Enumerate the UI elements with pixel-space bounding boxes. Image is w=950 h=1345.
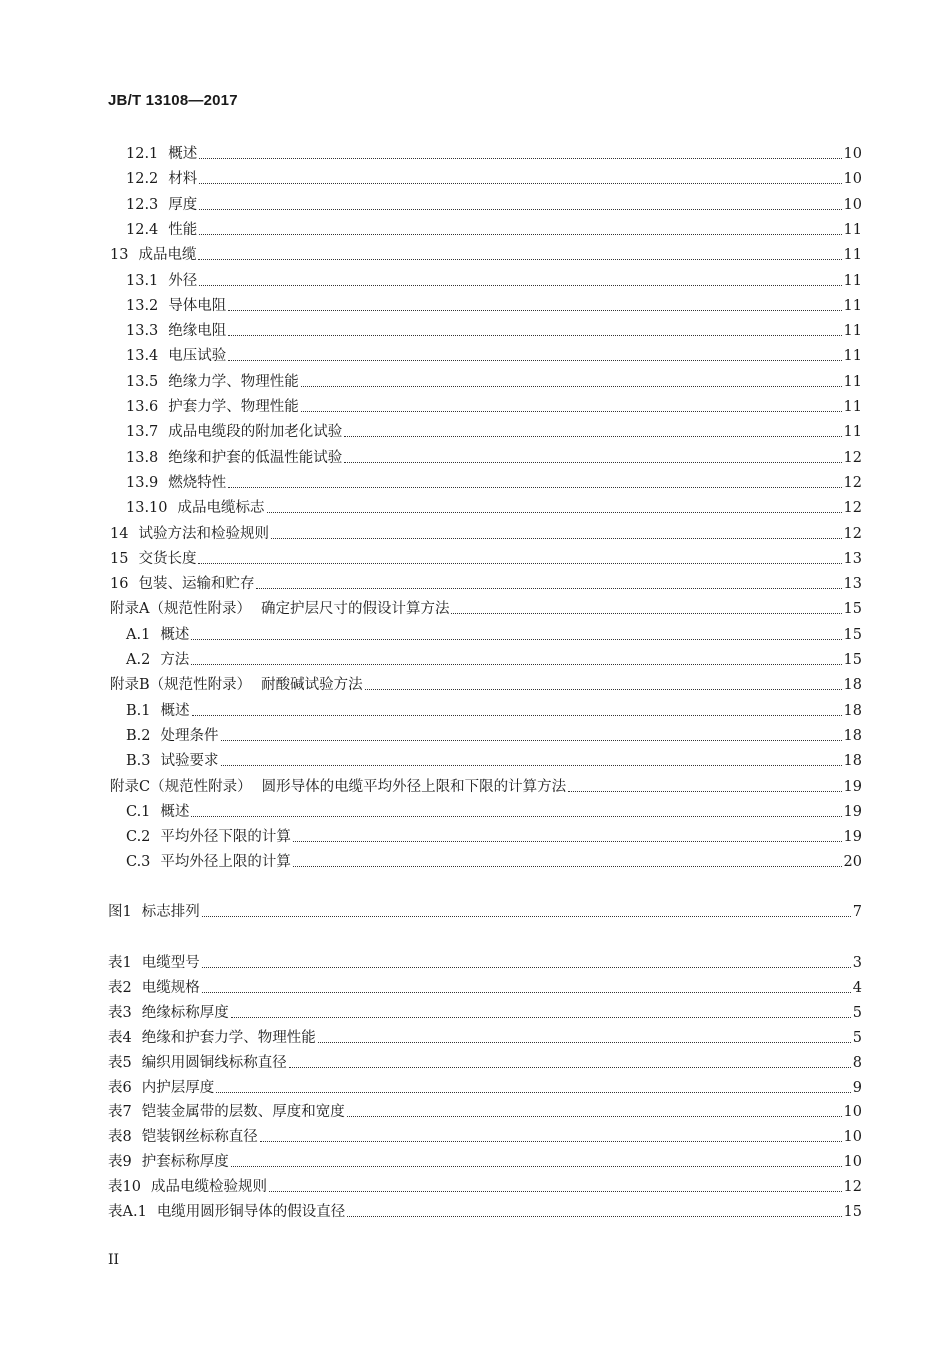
toc-entry-number: 12.3: [126, 197, 159, 213]
dot-leader: [191, 639, 841, 640]
toc-entry-number: 15: [110, 551, 129, 567]
toc-entry-number: 16: [110, 576, 129, 592]
dot-leader: [198, 563, 841, 564]
toc-entry-title: 绝缘和护套力学、物理性能: [141, 1030, 316, 1046]
toc-entry-page: 12: [843, 1179, 862, 1195]
toc-entry[interactable]: [126, 421, 862, 441]
toc-entry-page: 10: [843, 1104, 862, 1120]
toc-entry-number: A.2: [126, 652, 151, 668]
standard-code: JB/T 13108—2017: [108, 92, 238, 109]
dot-leader: [199, 209, 841, 210]
toc-entry-title: 概述: [160, 804, 190, 820]
dot-leader: [344, 462, 841, 463]
toc-entry[interactable]: [108, 1052, 862, 1072]
dot-leader: [260, 1141, 842, 1142]
toc-entry-number: 附录A（规范性附录）: [110, 601, 251, 617]
dot-leader: [202, 916, 851, 917]
toc-entry[interactable]: [126, 219, 862, 239]
toc-entry-page: 11: [843, 374, 862, 390]
toc-entry-title: 铠装钢丝标称直径: [141, 1129, 258, 1145]
dot-leader: [191, 664, 841, 665]
dot-leader: [344, 436, 841, 437]
toc-entry-title: 性能: [168, 222, 198, 238]
toc-entry-number: 表1: [108, 955, 132, 971]
toc-entry-number: B.3: [126, 753, 151, 769]
toc-entry-number: 13.4: [126, 348, 159, 364]
dot-leader: [231, 1017, 851, 1018]
toc-entry-title: 概述: [160, 627, 190, 643]
toc-entry-title: 电缆用圆形铜导体的假设直径: [156, 1204, 346, 1220]
toc-entry-title: 内护层厚度: [141, 1080, 215, 1096]
toc-entry[interactable]: [110, 548, 862, 568]
dot-leader: [301, 411, 842, 412]
dot-leader: [271, 538, 842, 539]
toc-entry[interactable]: [126, 472, 862, 492]
toc-entry-page: 19: [843, 779, 862, 795]
toc-entry-page: 12: [843, 526, 862, 542]
toc-entry[interactable]: [108, 1151, 862, 1171]
toc-entry-number: 12.2: [126, 171, 159, 187]
dot-leader: [228, 335, 841, 336]
toc-entry[interactable]: [126, 851, 862, 871]
toc-entry-page: 7: [852, 904, 862, 920]
toc-entry-page: 5: [852, 1030, 862, 1046]
toc-entry-number: 表2: [108, 980, 132, 996]
toc-entry[interactable]: [126, 447, 862, 467]
dot-leader: [202, 967, 851, 968]
toc-entry-page: 15: [843, 1204, 862, 1220]
dot-leader: [293, 866, 842, 867]
toc-entry-page: 15: [843, 627, 862, 643]
toc-entry-title: 试验方法和检验规则: [138, 526, 269, 542]
toc-entry-title: 绝缘力学、物理性能: [168, 374, 299, 390]
toc-entry-number: 表3: [108, 1005, 132, 1021]
toc-entry-title: 外径: [168, 273, 198, 289]
toc-entry-title: 燃烧特性: [168, 475, 227, 491]
toc-entry-title: 概述: [160, 703, 190, 719]
dot-leader: [202, 992, 851, 993]
dot-leader: [347, 1216, 841, 1217]
toc-entry[interactable]: [110, 523, 862, 543]
dot-leader: [199, 183, 841, 184]
toc-entry-title: 电缆型号: [141, 955, 200, 971]
toc-entry-number: 表4: [108, 1030, 132, 1046]
toc-entry-page: 13: [843, 576, 862, 592]
toc-entry-number: 13.2: [126, 298, 159, 314]
toc-entry-number: B.2: [126, 728, 151, 744]
dot-leader: [347, 1116, 842, 1117]
toc-entry-number: 图1: [108, 904, 132, 920]
toc-entry[interactable]: [108, 1126, 862, 1146]
toc-entry-page: 18: [843, 677, 862, 693]
dot-leader: [221, 765, 842, 766]
toc-entry-number: B.1: [126, 703, 151, 719]
toc-entry[interactable]: [126, 194, 862, 214]
toc-entry[interactable]: [126, 725, 862, 745]
toc-entry[interactable]: [126, 396, 862, 416]
toc-entry-title: 绝缘标称厚度: [141, 1005, 229, 1021]
toc-entry-title: 平均外径下限的计算: [160, 829, 291, 845]
toc-entry-number: 14: [110, 526, 129, 542]
toc-entry[interactable]: [126, 371, 862, 391]
toc-entry-page: 20: [843, 854, 862, 870]
toc-entry-title: 试验要求: [160, 753, 219, 769]
toc-entry[interactable]: [126, 295, 862, 315]
toc-entry[interactable]: [110, 776, 862, 796]
toc-entry-number: 13.3: [126, 323, 159, 339]
toc-entry-number: 13.1: [126, 273, 159, 289]
toc-entry-title: 材料: [168, 171, 198, 187]
toc-entry-page: 11: [843, 348, 862, 364]
dot-leader: [301, 386, 842, 387]
dot-leader: [365, 689, 842, 690]
toc-entry-page: 19: [843, 829, 862, 845]
toc-entry-number: C.1: [126, 804, 151, 820]
toc-entry-number: C.3: [126, 854, 151, 870]
toc-entry[interactable]: [108, 1027, 862, 1047]
dot-leader: [269, 1191, 842, 1192]
toc-entry-number: 表A.1: [108, 1204, 147, 1220]
toc-entry-number: 13.10: [126, 500, 168, 516]
toc-entry[interactable]: [110, 244, 862, 264]
toc-entry-number: 表6: [108, 1080, 132, 1096]
toc-entry-title: 护套力学、物理性能: [168, 399, 299, 415]
toc-entry-title: 厚度: [168, 197, 198, 213]
toc-entry[interactable]: [126, 143, 862, 163]
toc-entry-page: 11: [843, 399, 862, 415]
toc-entry-title: 编织用圆铜线标称直径: [141, 1055, 287, 1071]
dot-leader: [192, 715, 842, 716]
toc-entry-number: 13.5: [126, 374, 159, 390]
toc-entry-title: 护套标称厚度: [141, 1154, 229, 1170]
toc-entry-title: 确定护层尺寸的假设计算方法: [260, 601, 450, 617]
dot-leader: [231, 1166, 842, 1167]
toc-entry-page: 11: [843, 222, 862, 238]
toc-entry-title: 概述: [168, 146, 198, 162]
toc-entry-number: 13.8: [126, 450, 159, 466]
toc-entry[interactable]: [108, 1176, 862, 1196]
toc-entry[interactable]: [126, 826, 862, 846]
toc-entry-page: 10: [843, 146, 862, 162]
toc-entry-page: 11: [843, 424, 862, 440]
toc-entry-number: 表7: [108, 1104, 132, 1120]
toc-entry-title: 成品电缆标志: [177, 500, 265, 516]
toc-entry-number: 13.9: [126, 475, 159, 491]
toc-entry-page: 4: [852, 980, 862, 996]
toc-entry-title: 标志排列: [141, 904, 200, 920]
toc-entry-title: 包装、运输和贮存: [138, 576, 255, 592]
toc-entry[interactable]: [126, 320, 862, 340]
dot-leader: [289, 1067, 851, 1068]
toc-entry-title: 交货长度: [138, 551, 197, 567]
toc-entry-title: 成品电缆段的附加老化试验: [168, 424, 343, 440]
toc-entry[interactable]: [110, 598, 862, 618]
toc-entry[interactable]: [108, 952, 862, 972]
toc-entry[interactable]: [108, 1077, 862, 1097]
dot-leader: [216, 1092, 851, 1093]
toc-entry[interactable]: [126, 497, 862, 517]
toc-entry-number: 13.6: [126, 399, 159, 415]
toc-entry-number: 表8: [108, 1129, 132, 1145]
dot-leader: [451, 613, 841, 614]
toc-entry-title: 导体电阻: [168, 298, 227, 314]
page-number: II: [108, 1252, 120, 1268]
toc-entry-page: 11: [843, 298, 862, 314]
toc-entry[interactable]: [126, 700, 862, 720]
toc-entry[interactable]: [108, 977, 862, 997]
toc-entry-page: 11: [843, 323, 862, 339]
toc-entry-number: A.1: [126, 627, 151, 643]
toc-entry-page: 10: [843, 171, 862, 187]
dot-leader: [267, 512, 842, 513]
toc-entry[interactable]: [108, 1101, 862, 1121]
toc-entry-title: 绝缘电阻: [168, 323, 227, 339]
toc-entry-page: 5: [852, 1005, 862, 1021]
toc-entry-number: 表9: [108, 1154, 132, 1170]
toc-entry-page: 15: [843, 652, 862, 668]
toc-entry-number: 13.7: [126, 424, 159, 440]
toc-entry-title: 铠装金属带的层数、厚度和宽度: [141, 1104, 345, 1120]
toc-entry[interactable]: [108, 1201, 862, 1221]
toc-entry-number: 表5: [108, 1055, 132, 1071]
dot-leader: [568, 791, 841, 792]
toc-entry[interactable]: [110, 573, 862, 593]
dot-leader: [293, 841, 842, 842]
dot-leader: [256, 588, 841, 589]
toc-entry[interactable]: [126, 624, 862, 644]
toc-entry-number: 表10: [108, 1179, 141, 1195]
toc-entry-title: 绝缘和护套的低温性能试验: [168, 450, 343, 466]
toc-entry-title: 平均外径上限的计算: [160, 854, 291, 870]
dot-leader: [191, 816, 841, 817]
toc-entry-title: 处理条件: [160, 728, 219, 744]
toc-entry-page: 12: [843, 475, 862, 491]
toc-entry-page: 12: [843, 450, 862, 466]
toc-entry-title: 电缆规格: [141, 980, 200, 996]
dot-leader: [199, 158, 841, 159]
dot-leader: [228, 310, 841, 311]
toc-entry-number: 12.4: [126, 222, 159, 238]
toc-entry-page: 10: [843, 1129, 862, 1145]
toc-entry[interactable]: [126, 270, 862, 290]
toc-entry[interactable]: [126, 345, 862, 365]
toc-entry[interactable]: [126, 801, 862, 821]
toc-entry-page: 12: [843, 500, 862, 516]
toc-entry-page: 19: [843, 804, 862, 820]
dot-leader: [198, 259, 841, 260]
toc-entry-page: 11: [843, 247, 862, 263]
toc-entry-title: 方法: [160, 652, 190, 668]
toc-entry-title: 圆形导体的电缆平均外径上限和下限的计算方法: [261, 779, 567, 795]
dot-leader: [228, 360, 841, 361]
dot-leader: [228, 487, 841, 488]
toc-entry-title: 耐酸碱试验方法: [261, 677, 363, 693]
dot-leader: [199, 234, 841, 235]
toc-entry-number: 13: [110, 247, 129, 263]
toc-entry-number: 附录B（规范性附录）: [110, 677, 252, 693]
toc-entry-number: 附录C（规范性附录）: [110, 779, 252, 795]
toc-entry-page: 18: [843, 703, 862, 719]
toc-entry[interactable]: [126, 649, 862, 669]
toc-entry-page: 18: [843, 728, 862, 744]
dot-leader: [318, 1042, 851, 1043]
toc-entry-page: 10: [843, 1154, 862, 1170]
toc-entry-page: 3: [852, 955, 862, 971]
toc-entry-page: 8: [852, 1055, 862, 1071]
toc-entry-page: 11: [843, 273, 862, 289]
toc-entry[interactable]: [108, 901, 862, 921]
toc-entry-number: C.2: [126, 829, 151, 845]
toc-entry-page: 18: [843, 753, 862, 769]
toc-entry-number: 12.1: [126, 146, 159, 162]
toc-entry-page: 15: [843, 601, 862, 617]
toc-entry[interactable]: [110, 674, 862, 694]
toc-entry[interactable]: [126, 168, 862, 188]
toc-entry[interactable]: [108, 1002, 862, 1022]
dot-leader: [221, 740, 842, 741]
dot-leader: [199, 285, 841, 286]
toc-entry-page: 10: [843, 197, 862, 213]
toc-entry-title: 电压试验: [168, 348, 227, 364]
toc-entry-page: 13: [843, 551, 862, 567]
toc-entry-title: 成品电缆: [138, 247, 197, 263]
toc-entry[interactable]: [126, 750, 862, 770]
toc-entry-page: 9: [852, 1080, 862, 1096]
toc-entry-title: 成品电缆检验规则: [150, 1179, 267, 1195]
